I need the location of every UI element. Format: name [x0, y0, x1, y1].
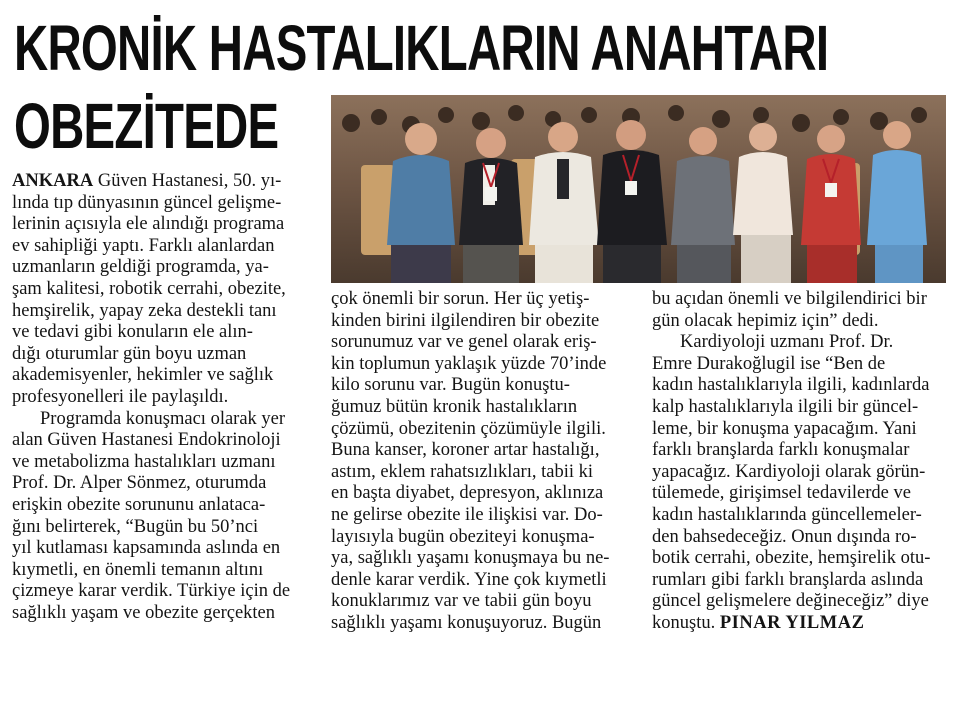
line: erişkin obezite sorununu anlataca- — [12, 494, 266, 515]
line: profesyonelleri ile paylaşıldı. — [12, 386, 229, 407]
line: kinden birini ilgilendiren bir obezite — [331, 310, 600, 331]
line: en başta diyabet, depresyon, aklınıza — [331, 483, 604, 504]
author-byline: PINAR YILMAZ — [719, 612, 865, 633]
conference-audience-photo — [331, 95, 946, 283]
line: konuklarımız var ve tabii gün boyu — [331, 591, 592, 612]
line: çizmeye karar verdik. Türkiye için de — [12, 581, 291, 602]
line: çözümü, obezitenin çözümüyle ilgili. — [331, 418, 606, 439]
article-column-1 — [12, 171, 312, 624]
line: Güven Hastanesi, 50. yı- — [93, 171, 282, 191]
line: Programda konuşmacı olarak yer — [40, 408, 286, 429]
line: ne gelirse obezite ile ilişkisi var. Do- — [331, 504, 603, 525]
line: leme, bir konuşma yapacağım. Yani — [652, 418, 917, 439]
line: akademisyenler, hekimler ve sağlık — [12, 365, 274, 386]
line: konuştu. — [652, 612, 720, 633]
line: layısıyla bugün obeziteyi konuşma- — [331, 526, 595, 547]
line: gün olacak hepimiz için” dedi. — [652, 310, 879, 331]
line: ve metabolizma hastalıkları uzmanı — [12, 451, 276, 472]
paragraph-3 — [652, 332, 948, 354]
line: kalp hastalıklarıyla ilgili bir güncel- — [652, 396, 919, 417]
line: astım, eklem rahatsızlıkları, tabii ki — [331, 461, 594, 482]
line: sorunumuz var ve genel olarak eriş- — [331, 332, 597, 353]
headline-line-1: KRONİK HASTALIKLARIN ANAHTARI — [14, 12, 829, 84]
line: rumları gibi farklı branşlarda aslında — [652, 569, 924, 590]
line: şam kalitesi, robotik cerrahi, obezite, — [12, 278, 286, 299]
line: den bahsedeceğiz. Onun dışında ro- — [652, 526, 917, 547]
line: sağlıklı yaşamı konuşuyoruz. Bugün — [331, 612, 602, 633]
line: alan Güven Hastanesi Endokrinoloji — [12, 430, 281, 451]
line: ğumuz bütün kronik hastalıkların — [331, 396, 578, 417]
line: ev sahipliği yaptı. Farklı alanlardan — [12, 235, 275, 256]
line: uzmanların geldiği programda, ya- — [12, 257, 269, 278]
line: ya, sağlıklı yaşamı konuşmaya bu ne- — [331, 548, 610, 569]
headline-line-2: OBEZİTEDE — [14, 90, 279, 162]
line: kilo sorunu var. Bugün konuştu- — [331, 375, 570, 396]
article-column-3 — [652, 289, 948, 635]
line: hemşirelik, yapay zeka destekli tanı — [12, 300, 277, 321]
line: Buna kanser, koroner artar hastalığı, — [331, 440, 600, 461]
line: dığı oturumlar gün boyu uzman — [12, 343, 247, 364]
line: yapacağız. Kardiyoloji olarak görün- — [652, 461, 926, 482]
line: sağlıklı yaşam ve obezite gerçekten — [12, 602, 276, 623]
line: Emre Durakoğlugil ise “Ben de — [652, 353, 886, 374]
line: güncel gelişmelere değineceğiz” diye — [652, 591, 929, 612]
paragraph-1 — [12, 171, 312, 193]
line: bu açıdan önemli ve bilgilendirici bir — [652, 289, 927, 309]
line: denle karar verdik. Yine çok kıymetli — [331, 569, 607, 590]
line: ve tedavi gibi konuların ele alın- — [12, 322, 253, 343]
line: Prof. Dr. Alper Sönmez, oturumda — [12, 473, 267, 494]
line: kadın hastalıklarında güncellemeler- — [652, 504, 922, 525]
paragraph-2 — [12, 409, 312, 431]
article-column-2 — [331, 289, 636, 635]
line: kıymetli, en önemli temanın altını — [12, 559, 264, 580]
line: botik cerrahi, obezite, hemşirelik otu- — [652, 548, 931, 569]
line: lerinin açısıyla ele alındığı programa — [12, 214, 285, 235]
line: kin toplumun yaklaşık yüzde 70’inde — [331, 353, 607, 374]
last-line — [652, 613, 948, 635]
line: çok önemli bir sorun. Her üç yetiş- — [331, 289, 590, 309]
line: kadın hastalıklarıyla ilgili, kadınlarda — [652, 375, 930, 396]
audience-photo-icon — [331, 95, 946, 283]
line: farklı branşlarda farklı konuşmalar — [652, 440, 910, 461]
line: yıl kutlaması kapsamında aslında en — [12, 538, 281, 559]
dateline-city: ANKARA — [12, 171, 94, 191]
line: lında tıp dünyasının güncel gelişme- — [12, 192, 282, 213]
line: Kardiyoloji uzmanı Prof. Dr. — [680, 332, 894, 353]
line: tülemede, girişimsel tedavilerde ve — [652, 483, 911, 504]
line: ğını belirterek, “Bugün bu 50’nci — [12, 516, 259, 537]
